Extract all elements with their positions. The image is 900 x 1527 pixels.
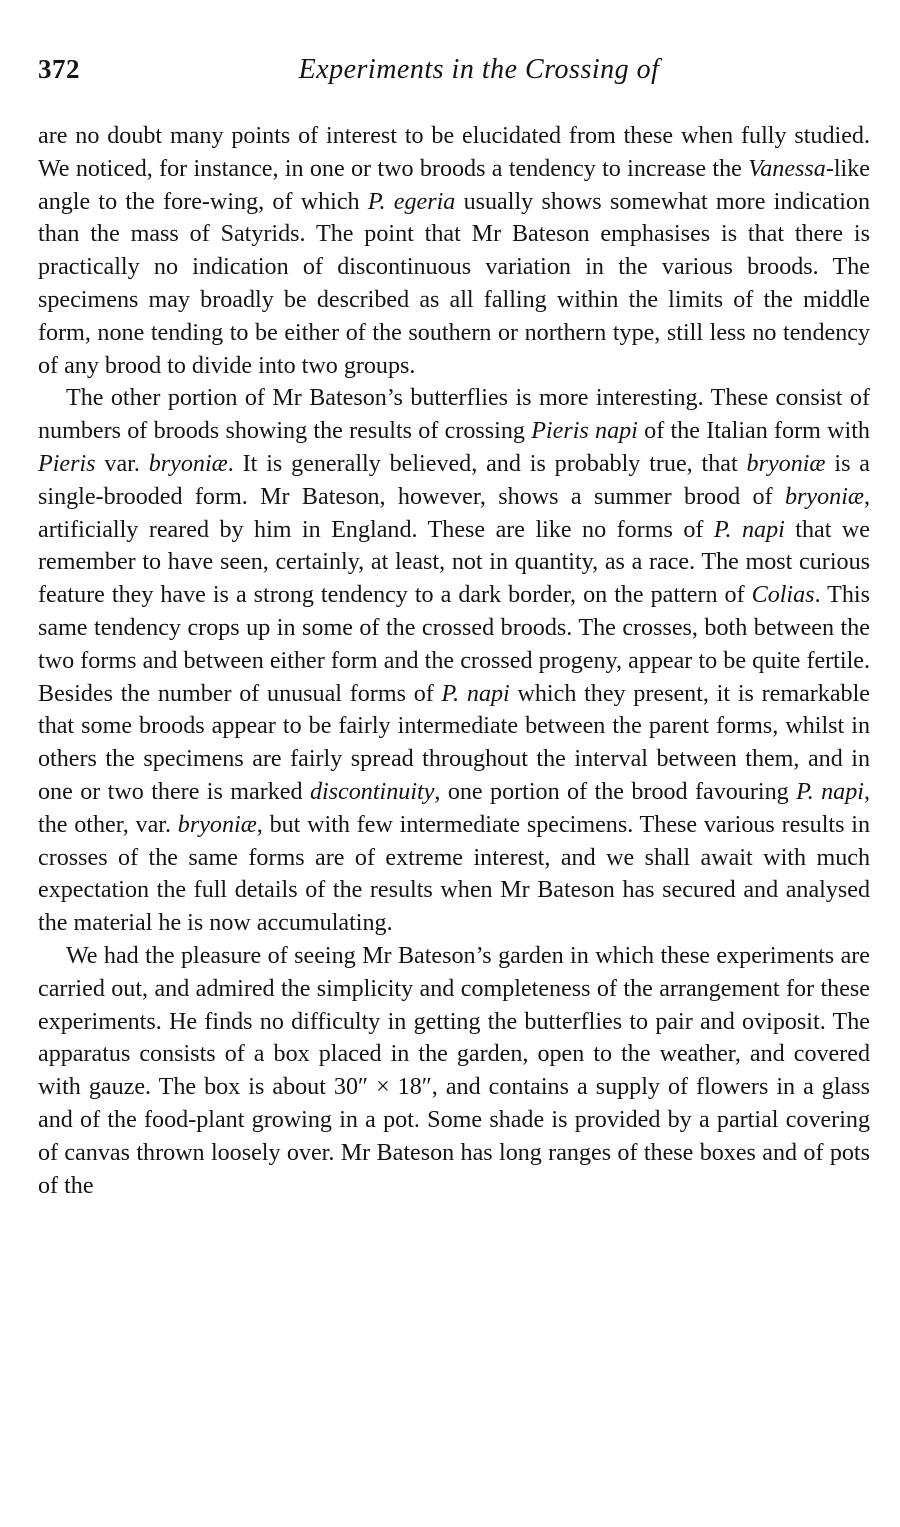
italic-run: bryoniæ	[746, 450, 826, 477]
italic-run: bryoniæ	[784, 483, 864, 510]
italic-run: P. napi	[796, 778, 864, 805]
text-run: The other portion of Mr Bateson’s butterflies is more interesting. These consist of numbers of broods showing the results of crossing	[38, 385, 870, 445]
text-run: . It is generally believed, and is probably true, that	[227, 450, 747, 477]
text-run: , one portion of the brood favouring	[434, 778, 797, 805]
paragraph-p2	[38, 382, 870, 940]
text-run: which they present, it is remarkable that some broods appear to be fairly intermediate between the parent forms, whilst in others the specimens are fairly spread throughout the interval between them, and in one or two there is marked	[38, 680, 870, 805]
italic-run: P. egeria	[367, 188, 456, 215]
italic-run: discontinuity	[309, 778, 435, 805]
text-run: , the other, var.	[38, 778, 870, 838]
text-run: . This same tendency crops up in some of the crossed broods. The crosses, both between the two forms and between either form and the crossed progeny, appear to be quite fertile. Besides the number of unusual forms of	[38, 582, 870, 707]
text-run: We had the pleasure of seeing Mr Bateson’s garden in which these experiments are carried out, and admired the simplicity and completeness of the arrangement for these experiments. He finds no difficulty in getting the butterflies to pair and oviposit. The apparatus consists of a box placed in the garden, open to the weather, and covered with gauze. The box is about 30″ × 18″, and contains a supply of flowers in a glass and of the food-plant growing in a pot. Some shade is provided by a partial covering of canvas thrown loosely over. Mr Bateson has long ranges of these boxes and of pots of the	[38, 942, 870, 1199]
text-run: usually shows somewhat more indication than the mass of Satyrids. The point that Mr Bateson emphasises is that there is practically no indication of discontinuous variation in the various broods. The specimens may broadly be described as all falling within the limits of the middle form, none tending to be either of the southern or northern type, still less no tendency of any brood to divide into two groups.	[38, 188, 871, 379]
italic-run: Colias	[751, 582, 815, 609]
body-text	[38, 120, 870, 1202]
italic-run: Pieris napi	[531, 418, 638, 445]
italic-run: Pieris	[38, 450, 96, 477]
italic-run: P. napi	[441, 680, 510, 707]
text-run: of the Italian form with	[637, 418, 870, 445]
text-run: , but with few intermediate specimens. These various results in crosses of the same forms are of extreme interest, and we shall await with much expectation the full details of the results when Mr Bateson has secured and analysed the material he is now accumulating.	[38, 811, 870, 937]
text-run: -like angle to the fore-wing, of which	[38, 155, 870, 215]
italic-run: Vanessa	[748, 155, 826, 182]
text-run: var.	[95, 450, 149, 477]
text-run: , artificially reared by him in England. These are like no forms of	[38, 483, 870, 543]
running-head	[38, 54, 870, 96]
italic-run: bryoniæ	[148, 450, 228, 477]
running-title: Experiments in the Crossing of	[298, 54, 660, 85]
page-number: 372	[38, 54, 80, 84]
text-run: is a single-brooded form. Mr Bateson, however, shows a summer brood of	[38, 450, 870, 510]
text-run: that we remember to have seen, certainly, at least, not in quantity, as a race. The most curious feature they have is a strong tendency to a dark border, on the pattern of	[38, 516, 871, 609]
paragraph-p1	[38, 120, 870, 382]
document-page	[38, 54, 870, 1202]
italic-run: P. napi	[713, 516, 785, 543]
text-run: are no doubt many points of interest to be elucidated from these when fully studied. We noticed, for instance, in one or two broods a tendency to increase the	[38, 123, 870, 182]
italic-run: bryoniæ	[177, 811, 257, 838]
paragraph-p3	[38, 940, 870, 1202]
